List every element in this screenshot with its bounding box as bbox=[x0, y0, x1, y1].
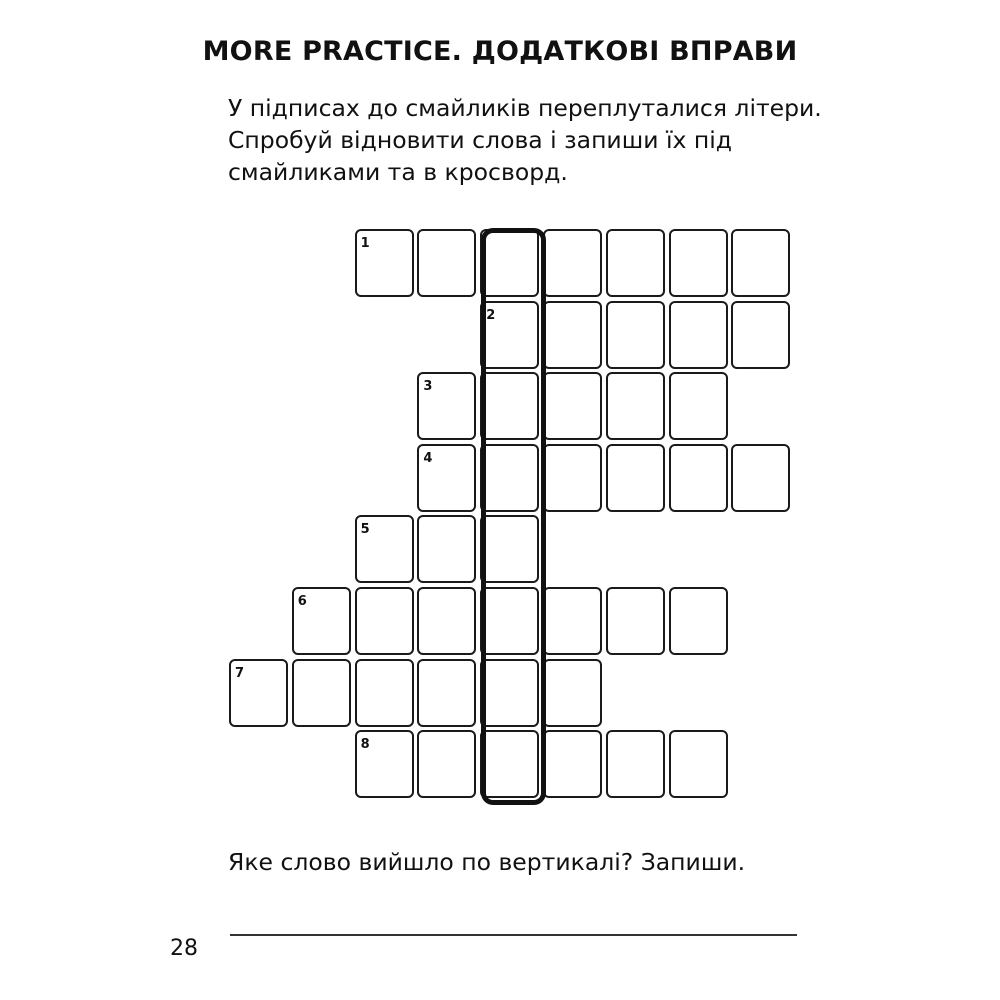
crossword-cell[interactable] bbox=[480, 229, 539, 297]
answer-line[interactable] bbox=[230, 934, 797, 936]
crossword-cell[interactable] bbox=[480, 515, 539, 583]
crossword-cell[interactable] bbox=[417, 372, 476, 440]
crossword-cell[interactable] bbox=[543, 444, 602, 512]
clue-number: 4 bbox=[423, 450, 433, 466]
crossword-cell[interactable] bbox=[417, 659, 476, 727]
clue-number: 7 bbox=[235, 665, 245, 681]
clue-number: 3 bbox=[423, 379, 433, 395]
instruction-line: смайликами та в кросворд. bbox=[228, 158, 568, 186]
crossword-cell[interactable] bbox=[417, 444, 476, 512]
clue-number: 1 bbox=[360, 236, 370, 251]
crossword-cell[interactable] bbox=[731, 301, 790, 369]
crossword-cell[interactable] bbox=[480, 587, 539, 655]
crossword-cell[interactable] bbox=[229, 659, 288, 727]
crossword-cell[interactable] bbox=[292, 587, 351, 655]
crossword-cell[interactable] bbox=[669, 730, 728, 798]
crossword-cell[interactable] bbox=[355, 659, 414, 727]
crossword-cell[interactable] bbox=[355, 515, 414, 583]
instruction-line: Спробуй відновити слова і запиши їх під bbox=[228, 126, 732, 154]
crossword-cell[interactable] bbox=[731, 444, 790, 512]
crossword-cell[interactable] bbox=[355, 730, 414, 798]
crossword-cell[interactable] bbox=[355, 229, 414, 297]
crossword-cell[interactable] bbox=[669, 372, 728, 440]
crossword-cell[interactable] bbox=[606, 587, 665, 655]
clue-number: 8 bbox=[360, 737, 370, 753]
crossword-cell[interactable] bbox=[669, 444, 728, 512]
page-number: 28 bbox=[170, 936, 198, 961]
crossword-cell[interactable] bbox=[355, 587, 414, 655]
crossword-cell[interactable] bbox=[669, 301, 728, 369]
crossword-cell[interactable] bbox=[669, 229, 728, 297]
crossword-cell[interactable] bbox=[480, 372, 539, 440]
crossword-cell[interactable] bbox=[417, 229, 476, 297]
clue-number: 5 bbox=[360, 522, 370, 538]
crossword-cell[interactable] bbox=[543, 229, 602, 297]
page-title: MORE PRACTICE. ДОДАТКОВІ ВПРАВИ bbox=[202, 36, 798, 67]
crossword-cell[interactable] bbox=[417, 587, 476, 655]
crossword-cell[interactable] bbox=[543, 301, 602, 369]
crossword-cell[interactable] bbox=[606, 372, 665, 440]
crossword-cell[interactable] bbox=[731, 229, 790, 297]
crossword-cell[interactable] bbox=[606, 444, 665, 512]
clue-number: 2 bbox=[486, 307, 496, 323]
crossword-cell[interactable] bbox=[480, 444, 539, 512]
clue-number: 6 bbox=[297, 594, 307, 609]
vertical-word-question: Яке слово вийшло по вертикалі? Запиши. bbox=[228, 848, 746, 876]
crossword-cell[interactable] bbox=[606, 229, 665, 297]
crossword-cell[interactable] bbox=[417, 515, 476, 583]
crossword-cell[interactable] bbox=[480, 659, 539, 727]
crossword-cell[interactable] bbox=[543, 372, 602, 440]
crossword-cell[interactable] bbox=[543, 659, 602, 727]
crossword-cell[interactable] bbox=[480, 301, 539, 369]
crossword-cell[interactable] bbox=[606, 730, 665, 798]
crossword-cell[interactable] bbox=[543, 587, 602, 655]
crossword-cell[interactable] bbox=[480, 730, 539, 798]
crossword-cell[interactable] bbox=[606, 301, 665, 369]
crossword-cell[interactable] bbox=[417, 730, 476, 798]
crossword-cell[interactable] bbox=[292, 659, 351, 727]
crossword-cell[interactable] bbox=[543, 730, 602, 798]
crossword-cell[interactable] bbox=[669, 587, 728, 655]
instruction-line: У підписах до смайликів переплуталися літери. bbox=[228, 94, 822, 122]
